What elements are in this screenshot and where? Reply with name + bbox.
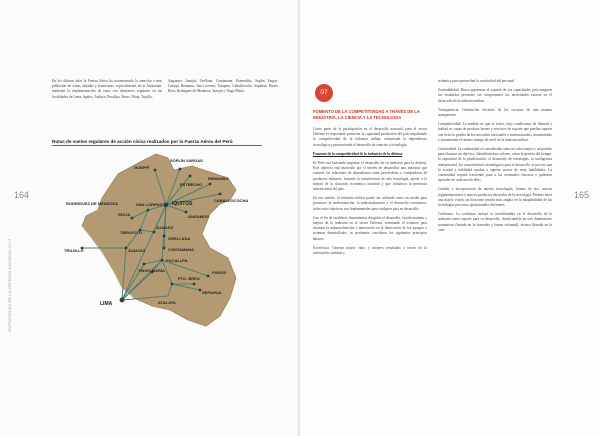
page-number-right: 165 xyxy=(574,190,590,200)
label-gueppi: GUEPPÍ xyxy=(134,165,150,170)
paragraph: Transparencia. Orientación eficiente de los recursos de una manera transparente. xyxy=(438,107,552,118)
subheading: Fomento de la competitividad de la industria de la defensa xyxy=(313,151,403,156)
label-juanjui: JUANJUÍ xyxy=(128,248,146,253)
label-tingo-maria: TINGO MARÍA xyxy=(138,268,165,273)
paragraph: Excelencia. Generar mayor valor y mejores resultados a través de la innovación continua y xyxy=(313,245,427,256)
paragraph: Continuidad. La continuidad es considerada como un valor mayor y un potente para alcanzar un objetivo. Identificándose valores, como la gestión del tiempo, la capacidad de la planificación, el desarrollo de estrategias, la inteligencia interpersonal, los conocimientos tecnológicos para el desarrollo, es por eso que la actitud y habilidad ayudan a superar acerca de otras habilidades. La continuidad seguirá trasciendo para a los eventuales fracasos y podemos aprender de cada uno de ellos. xyxy=(438,147,552,183)
chapter-number-badge: 07 xyxy=(315,84,333,102)
peru-route-map xyxy=(60,148,260,348)
label-juanjui-north: JUANJUÍ xyxy=(156,225,174,230)
label-caballococha: CABALLOCOCHA xyxy=(214,198,249,203)
map-title: Rutas de vuelos regulares de acción cívica realizados por la Fuerza Aérea del Perú xyxy=(52,139,233,144)
paragraph: Cambio e incorporación de nuevas tecnologías, formas de uso, nuevas reglamentaciones y nuevos productos derivados de la tecnología. Permite tener una mayor visión, un horizonte mucho más amplio en la adaptabilidad de las tecnologías para usos operacionales diferentes. xyxy=(438,187,552,208)
paragraph: El Perú está buscando impulsar el desarrollo de su industria para la defensa. Este objetivo está motivado por el interés de desarrollar una industria que controle las relaciones de dependencia entre proveedores y compradores de productos militares, fomente la transferencia de alta tecnología, aporte a la mejora de la situación económica nacional y que fortalezca la presencia internacional del país. xyxy=(313,161,427,192)
page-number-left: 164 xyxy=(14,190,30,200)
label-pto-breu: PTO. BREU xyxy=(178,276,200,281)
label-purus: PURÚS xyxy=(212,270,227,275)
intro-column-1: En los últimos años la Fuerza Aérea ha incrementado la atención a más población de zonas alejadas y fronterizas, especialmente en la Amazonía, mediante la implementación de rutas con itinerarios regulares en las localidades de Lima, Iquitos, Atalaya, Pucallpa, Purus, Rioja, Trujillo, xyxy=(52,79,162,99)
label-trujillo: TRUJILLO xyxy=(64,248,84,253)
body-column-2 xyxy=(438,79,552,237)
label-contamana: CONTAMANA xyxy=(168,247,194,252)
paragraph: Con el fin de establecer lineamientos dirigidos al desarrollo, fortalecimiento y mejora de la industria en el sector Defensa, orientando el esfuerzo para alcanzar la industrialización e innovación en la fabricación de los equipos y sistemas desarrollados, es pertinente considerar los siguientes principios básicos: xyxy=(313,215,427,241)
map-title-rule xyxy=(52,145,262,146)
label-pucallpa: PUCALLPA xyxy=(166,258,188,263)
label-orellana: ORELLANA xyxy=(168,236,191,241)
paragraph: sistémica para aprovechar la creatividad del personal. xyxy=(438,79,515,83)
intro-column-2: Angamos, Juanjuí, Orellana, Contamana, Esmeraldo, Soplín Vargas, Gueppí, Remanso, San Lorenzo, Tarapoto, Caballococha, Sepahua, Puerto Breu, Rodríguez de Mendoza, Juanjuí y Tingo María. xyxy=(168,79,278,94)
label-rodriguez-de-mendoza: RODRÍGUEZ DE MENDOZA xyxy=(66,201,118,206)
section-heading: FOMENTO DE LA COMPETITIVIDAD A TRAVÉS DE LA INDUSTRIA, LA CIENCIA Y LA TECNOLOGÍA xyxy=(313,109,420,120)
label-atalaya: ATALAYA xyxy=(158,300,176,305)
label-san-lorenzo: SAN LORENZO xyxy=(136,202,166,207)
paragraph: Confianza. La confianza incluye la incertidumbre en el desarrollo de la industria como soporte para su desarrollo, clasificándola en tres dimensiones normativas (basada en la honradez y buena voluntad), técnica (basada en la com- xyxy=(438,212,552,232)
label-rioja: RIOJA xyxy=(118,212,131,217)
running-title: ESTRATEGIAS DE LA DEFENSA NACIONAL 2017 xyxy=(8,238,12,332)
label-lima: LIMA xyxy=(100,301,113,307)
paragraph: Sostenibilidad. Busca garantizar el soporte de sus capacidades para asegurar los resultados presentes sin comprometer las necesidades futuras en el desarrollo de la industria militar. xyxy=(438,88,552,103)
label-estrecho: ESTRECHO xyxy=(180,182,203,187)
label-soplin-vargas: SOPLÍN VARGAS xyxy=(170,158,203,163)
paragraph: En ese sentido, la industria militar puede ser utilizada como un medio para promover la modernización, la industrialización y el desarrollo económico; todos estos objetivos son fundamentales para cualquier país en desarrollo. xyxy=(313,196,427,211)
paragraph: Competitividad. La medida en que el sector, bajo condiciones de libertad y lealtad, es capaz de producir bienes y servicios de soporte que puedan superar con éxito la prueba de los mercados nacionales e internacionales, manteniendo y aumentando el retorno tiempo de nivel de la industria militar. xyxy=(438,122,552,142)
label-sepahua: SEPAHUA xyxy=(202,290,222,295)
label-tarapoto: TARAPOTO xyxy=(120,230,143,235)
label-remanso: REMANSO xyxy=(208,176,229,181)
label-iquitos: IQUITOS xyxy=(172,201,193,207)
body-column-1 xyxy=(313,127,427,260)
label-angamos: ANGAMOS xyxy=(188,214,209,219)
paragraph: Como parte de la participación en el desarrollo nacional, para el sector Defensa es importante potenciar la capacidad productiva del país impulsando la competitividad de la industria militar, reduciendo la dependencia tecnológica y promoviendo el desarrollo de ciencias y tecnología. xyxy=(313,127,427,147)
